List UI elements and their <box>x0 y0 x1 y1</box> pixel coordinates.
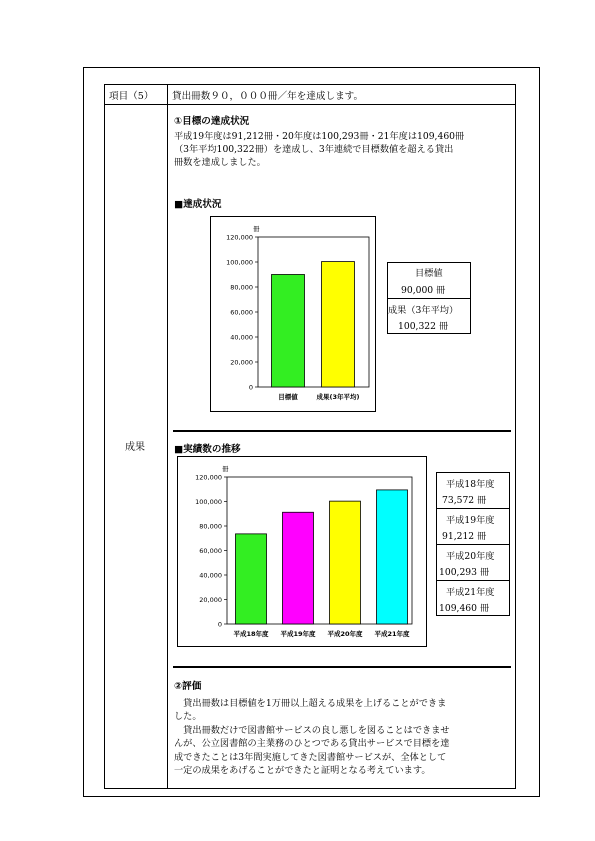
bar <box>272 275 305 388</box>
paragraph-line: 平成19年度は91,212冊・20年度は100,293冊・21年度は109,460冊 <box>174 131 465 142</box>
y-tick-label: 120,000 <box>226 233 253 242</box>
legend-result-label: 成果（3年平均） <box>388 305 459 316</box>
y-tick-label: 80,000 <box>230 283 253 292</box>
achievement-paragraph <box>174 130 514 170</box>
y-tick-label: 0 <box>248 383 253 392</box>
section-title-achievement: ①目標の達成状況 <box>174 116 250 127</box>
x-tick-label: 成果(3年平均) <box>316 393 360 401</box>
y-axis-unit: 冊 <box>253 225 260 233</box>
x-tick-label: 目標値 <box>278 393 298 401</box>
y-tick-label: 40,000 <box>199 571 222 580</box>
paragraph-line: 貸出冊数だけで図書館サービスの良し悪しを図ることはできませ <box>174 724 450 736</box>
legend-divider <box>388 298 470 299</box>
bar <box>236 534 267 624</box>
item-text: 貸出冊数９０，０００冊／年を達成します。 <box>172 91 364 102</box>
legend-year-value: 91,212 冊 <box>442 531 487 542</box>
y-tick-label: 100,000 <box>226 258 253 267</box>
achievement-legend-box <box>387 262 471 334</box>
bar <box>322 262 355 387</box>
legend-result-value: 100,322 冊 <box>398 321 449 332</box>
y-tick-label: 20,000 <box>230 358 253 367</box>
legend-target-label: 目標値 <box>415 268 443 279</box>
item-label: 項目（5） <box>109 91 154 102</box>
bar <box>377 490 408 624</box>
y-tick-label: 100,000 <box>195 497 222 506</box>
legend-year-label: 平成19年度 <box>446 515 495 526</box>
x-tick-label: 平成19年度 <box>280 630 316 638</box>
legend-divider <box>437 508 509 509</box>
achievement-chart <box>210 216 376 412</box>
legend-year-value: 109,460 冊 <box>439 603 490 614</box>
trend-chart <box>177 456 427 647</box>
legend-year-label: 平成21年度 <box>446 587 495 598</box>
y-tick-label: 20,000 <box>199 595 222 604</box>
section-divider <box>173 666 511 668</box>
section-title-evaluation: ②評価 <box>174 681 202 692</box>
x-tick-label: 平成21年度 <box>374 630 410 638</box>
paragraph-line: した。 <box>174 711 202 723</box>
section-title-trend: ■実績数の推移 <box>174 444 241 455</box>
legend-target-value: 90,000 冊 <box>401 285 446 296</box>
legend-year-value: 73,572 冊 <box>442 495 487 506</box>
paragraph-line: 貸出冊数は目標値を1万冊以上超える成果を上げることができま <box>174 698 447 709</box>
y-tick-label: 40,000 <box>230 333 253 342</box>
evaluation-paragraph <box>174 697 514 777</box>
legend-divider <box>437 544 509 545</box>
y-tick-label: 120,000 <box>195 473 222 482</box>
result-column-label: 成果 <box>125 442 145 453</box>
paragraph-line: （3年平均100,322冊）を達成し、3年連続で目標数値を超える貸出 <box>174 144 454 156</box>
paragraph-line: 成できたことは3年間実施してきた図書館サービスが、全体として <box>174 751 447 763</box>
legend-year-label: 平成20年度 <box>446 551 495 562</box>
bar <box>283 512 314 624</box>
y-tick-label: 60,000 <box>199 546 222 555</box>
legend-year-label: 平成18年度 <box>446 479 495 490</box>
legend-year-value: 100,293 冊 <box>439 567 490 578</box>
section-divider <box>173 430 511 432</box>
x-tick-label: 平成18年度 <box>233 630 269 638</box>
section-title-status: ■達成状況 <box>174 199 222 210</box>
y-axis-unit: 冊 <box>222 465 229 473</box>
trend-legend-box <box>436 472 510 616</box>
y-tick-label: 80,000 <box>199 522 222 531</box>
y-tick-label: 60,000 <box>230 308 253 317</box>
y-tick-label: 0 <box>217 620 222 629</box>
paragraph-line: 冊数を達成しました。 <box>174 157 266 169</box>
legend-divider <box>437 580 509 581</box>
paragraph-line: んが、公立図書館の主業務のひとつである貸出サービスで目標を達 <box>174 738 450 750</box>
x-tick-label: 平成20年度 <box>327 630 363 638</box>
page-frame <box>83 67 540 797</box>
bar <box>330 501 361 624</box>
paragraph-line: 一定の成果をあげることができたと証明となる考えています。 <box>174 765 431 777</box>
